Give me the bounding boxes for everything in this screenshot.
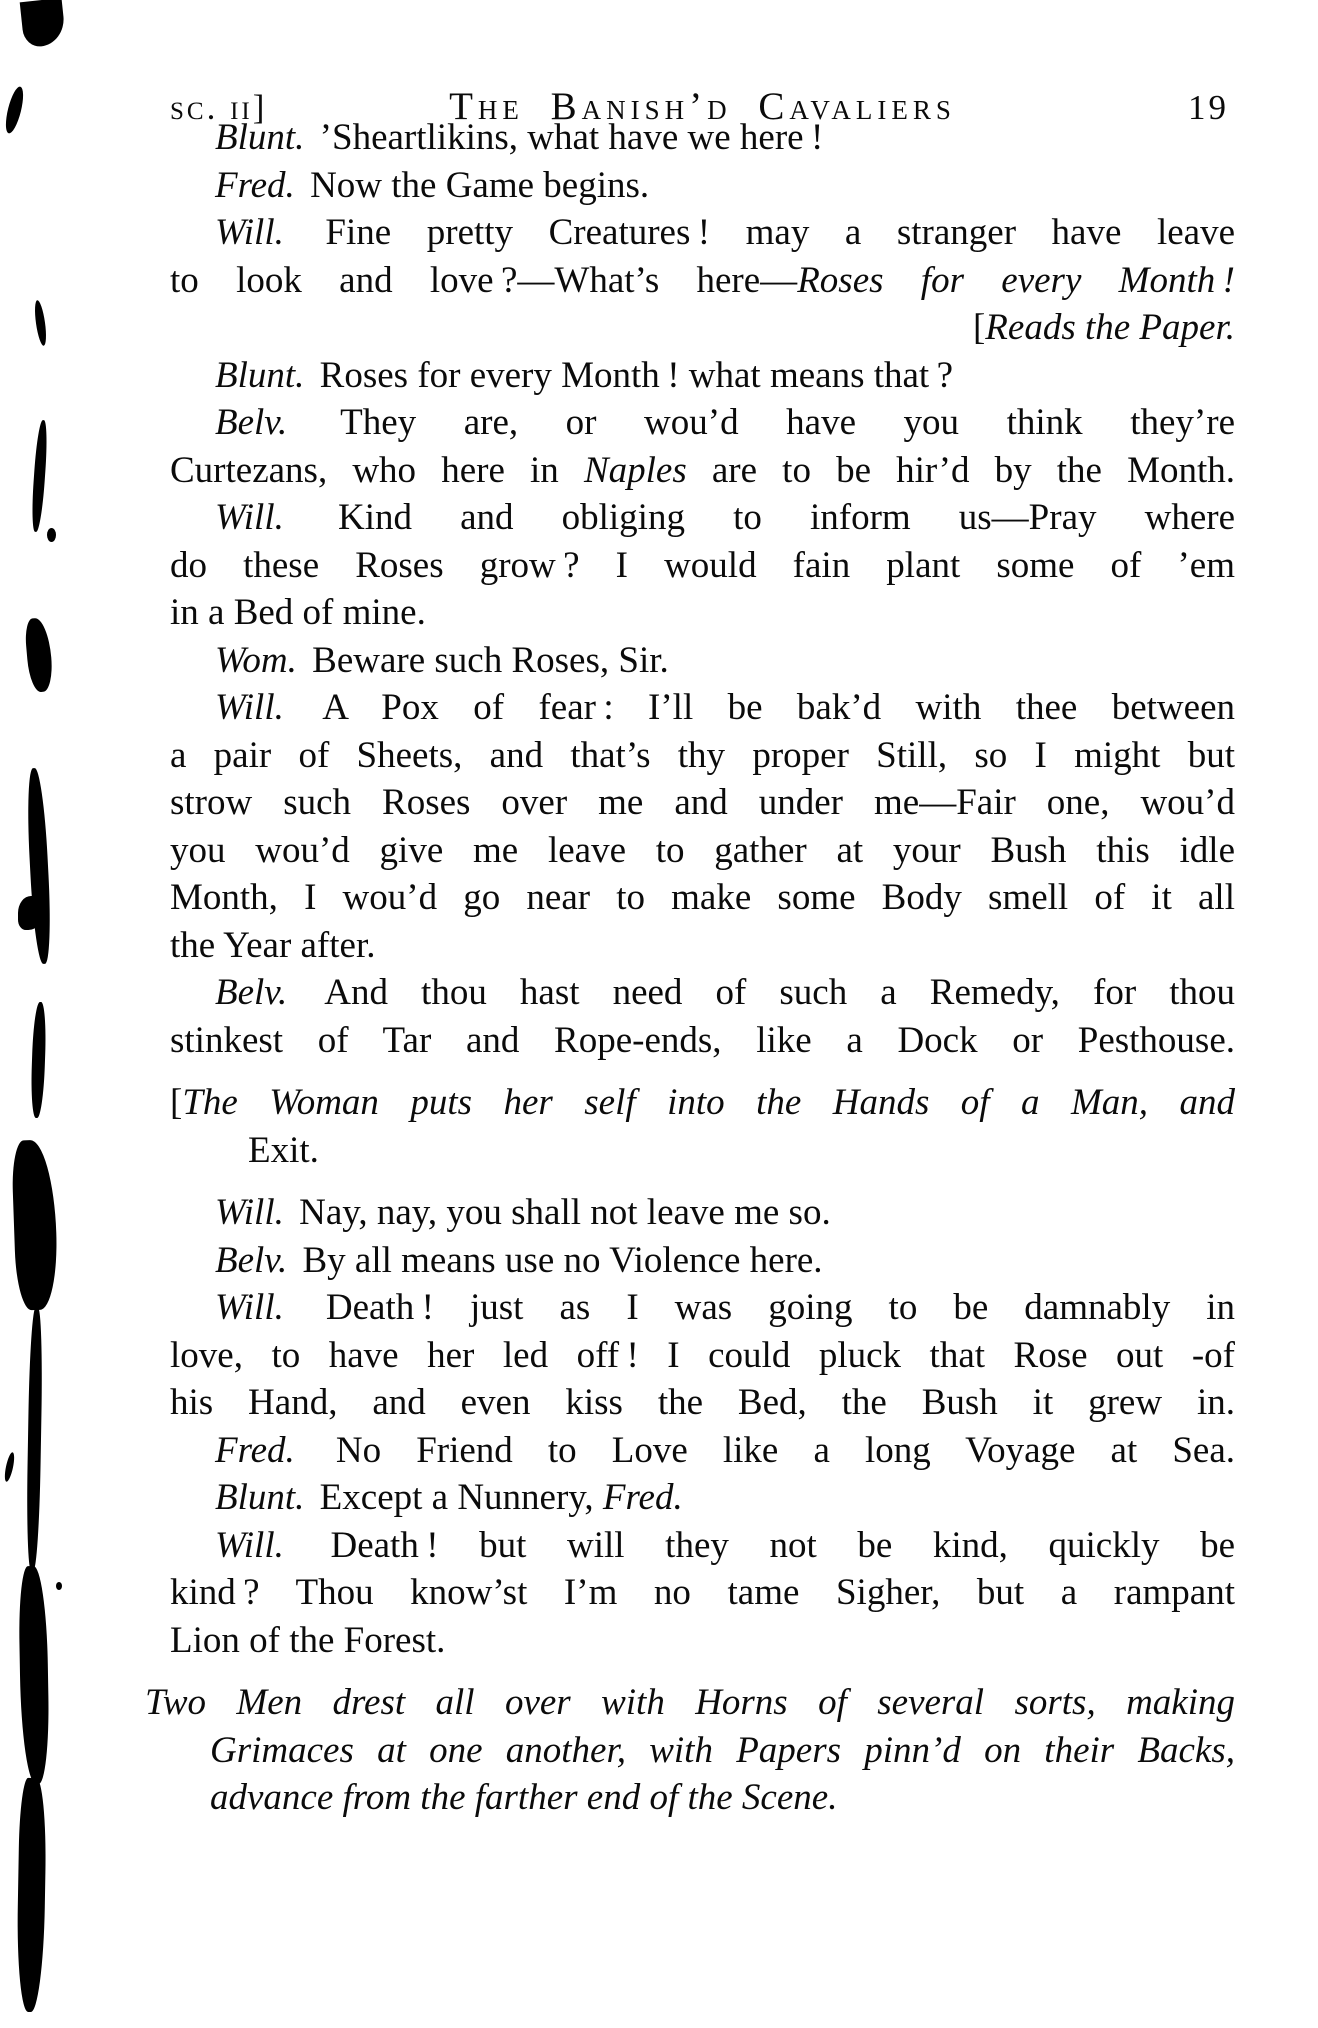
text-line bbox=[170, 447, 1235, 495]
text-line bbox=[170, 352, 1235, 400]
text-segment: kind ? Thou know’st I’m no tame Sigher, but a rampant bbox=[170, 1572, 1235, 1613]
text-line bbox=[170, 779, 1235, 827]
speaker-name: Belv. bbox=[215, 972, 288, 1013]
text-segment: his Hand, and even kiss the Bed, the Bush it grew in. bbox=[170, 1382, 1235, 1423]
text-segment: [ bbox=[972, 307, 986, 348]
ink-blob bbox=[18, 1566, 50, 1784]
text-segment: a pair of Sheets, and that’s thy proper Still, so I might but bbox=[170, 734, 1235, 776]
text-line bbox=[170, 1284, 1235, 1332]
text-segment: Naples bbox=[583, 449, 687, 491]
ink-blob bbox=[25, 768, 53, 965]
text-line bbox=[170, 1522, 1235, 1570]
ink-blob bbox=[20, 0, 67, 48]
speaker-name: Will. bbox=[215, 1192, 284, 1233]
speaker-name: Wom. bbox=[215, 639, 297, 681]
text-line bbox=[170, 1332, 1235, 1380]
text-segment: Nay, nay, you shall not leave me so. bbox=[289, 1192, 831, 1233]
ink-blob bbox=[2, 85, 26, 135]
text-segment: ’Sheartlikins, what have we here ! bbox=[310, 117, 824, 158]
text-segment: Curtezans, who here in bbox=[170, 449, 584, 491]
text-segment: Death ! just as I was going to be damnably in bbox=[289, 1287, 1235, 1328]
text-line bbox=[170, 1474, 1235, 1522]
speaker-name: Belv. bbox=[215, 1239, 288, 1281]
text-segment: [ bbox=[170, 1082, 183, 1123]
text-segment: in a Bed of mine. bbox=[170, 592, 426, 633]
text-segment: Reads the Paper. bbox=[985, 307, 1235, 348]
speaker-name: Blunt. bbox=[215, 1477, 305, 1518]
text-line bbox=[170, 874, 1235, 922]
text-segment: By all means use no Violence here. bbox=[293, 1239, 823, 1281]
text-segment: strow such Roses over me and under me—Fair one, wou’d bbox=[170, 782, 1235, 823]
scene-label: sc. ii] bbox=[170, 88, 268, 127]
speaker-name: Fred. bbox=[215, 1429, 295, 1471]
ink-blob bbox=[16, 1778, 47, 2012]
text-line bbox=[170, 162, 1235, 210]
text-line bbox=[170, 589, 1235, 637]
text-segment: do these Roses grow ? I would fain plant some of ’em bbox=[170, 544, 1235, 586]
text-segment: Two Men drest all over with Horns of several sorts, making bbox=[145, 1682, 1235, 1723]
text-line bbox=[170, 1727, 1235, 1775]
text-line bbox=[170, 399, 1235, 447]
text-segment: Fine pretty Creatures ! may a stranger have leave bbox=[289, 212, 1235, 253]
text-line bbox=[170, 1569, 1235, 1617]
speaker-name: Will. bbox=[215, 1287, 284, 1328]
text-segment: advance from the farther end of the Scene. bbox=[210, 1777, 838, 1818]
text-line bbox=[170, 684, 1235, 732]
text-segment: And thou hast need of such a Remedy, for thou bbox=[293, 972, 1235, 1013]
text-line bbox=[170, 1774, 1235, 1822]
text-segment: Fred. bbox=[602, 1477, 683, 1518]
text-line bbox=[170, 494, 1235, 542]
text-line bbox=[170, 114, 1235, 162]
text-segment: stinkest of Tar and Rope-ends, like a Dock or Pesthouse. bbox=[170, 1019, 1235, 1061]
text-segment: A Pox of fear : I’ll be bak’d with thee between bbox=[289, 687, 1235, 728]
text-line bbox=[170, 1127, 1235, 1175]
text-line bbox=[170, 304, 1235, 352]
text-segment: Lion of the Forest. bbox=[170, 1619, 446, 1661]
page-number: 19 bbox=[1188, 88, 1229, 127]
text-segment: Death ! but will they not be kind, quickly be bbox=[289, 1524, 1235, 1566]
speaker-name: Will. bbox=[215, 687, 284, 728]
ink-blob bbox=[33, 300, 48, 347]
text-segment: Except a Nunnery, bbox=[310, 1477, 603, 1518]
text-line bbox=[170, 209, 1235, 257]
text-segment: to look and love ?—What’s here— bbox=[170, 259, 798, 301]
text-segment: Roses for every Month ! bbox=[797, 259, 1236, 301]
text-line bbox=[170, 1427, 1235, 1475]
ink-blob bbox=[30, 1002, 47, 1118]
text-block bbox=[145, 114, 1236, 1822]
text-segment: are to be hir’d by the Month. bbox=[686, 449, 1235, 491]
text-line bbox=[170, 969, 1235, 1017]
text-segment: The Woman puts her self into the Hands of a Man, and bbox=[182, 1082, 1235, 1123]
ink-blob bbox=[56, 1582, 62, 1590]
text-line bbox=[170, 1379, 1235, 1427]
running-title: The Banish’d Cavaliers bbox=[449, 85, 956, 128]
text-segment: Month, I wou’d go near to make some Body smell of it all bbox=[170, 877, 1235, 918]
text-line bbox=[170, 1017, 1235, 1065]
ink-blob bbox=[26, 1308, 44, 1570]
speaker-name: Will. bbox=[215, 1524, 284, 1566]
speaker-name: Will. bbox=[215, 212, 284, 253]
text-segment: Beware such Roses, Sir. bbox=[302, 639, 669, 681]
ink-blob bbox=[47, 528, 56, 542]
text-segment: Now the Game begins. bbox=[300, 164, 650, 206]
text-line bbox=[145, 1679, 1235, 1727]
speaker-name: Blunt. bbox=[215, 354, 305, 396]
text-segment: Grimaces at one another, with Papers pinn’d on their Backs, bbox=[210, 1729, 1235, 1771]
ink-blob bbox=[24, 617, 54, 693]
text-segment: the Year after. bbox=[170, 924, 376, 966]
text-segment: Roses for every Month ! what means that ? bbox=[310, 354, 954, 396]
text-segment: Exit. bbox=[248, 1129, 319, 1171]
ink-blob bbox=[3, 1452, 16, 1483]
text-segment: Kind and obliging to inform us—Pray where bbox=[289, 497, 1235, 538]
text-line bbox=[170, 1079, 1235, 1127]
text-segment: No Friend to Love like a long Voyage at Sea. bbox=[300, 1429, 1235, 1471]
speaker-name: Will. bbox=[215, 497, 284, 538]
text-line bbox=[170, 827, 1235, 875]
speaker-name: Belv. bbox=[215, 402, 288, 443]
text-line bbox=[170, 637, 1235, 685]
ink-blob bbox=[11, 1139, 59, 1310]
text-segment: you wou’d give me leave to gather at your Bush this idle bbox=[170, 829, 1235, 871]
text-line bbox=[170, 1617, 1235, 1665]
text-line bbox=[170, 922, 1235, 970]
speaker-name: Fred. bbox=[215, 164, 295, 206]
text-line bbox=[170, 257, 1235, 305]
ink-blob bbox=[30, 420, 49, 532]
text-segment: love, to have her led off ! I could pluck that Rose out -of bbox=[170, 1334, 1235, 1376]
text-line bbox=[170, 1189, 1235, 1237]
text-segment: They are, or wou’d have you think they’re bbox=[293, 402, 1235, 443]
text-line bbox=[170, 732, 1235, 780]
text-line bbox=[170, 1237, 1235, 1285]
speaker-name: Blunt. bbox=[215, 117, 305, 158]
text-line bbox=[170, 542, 1235, 590]
